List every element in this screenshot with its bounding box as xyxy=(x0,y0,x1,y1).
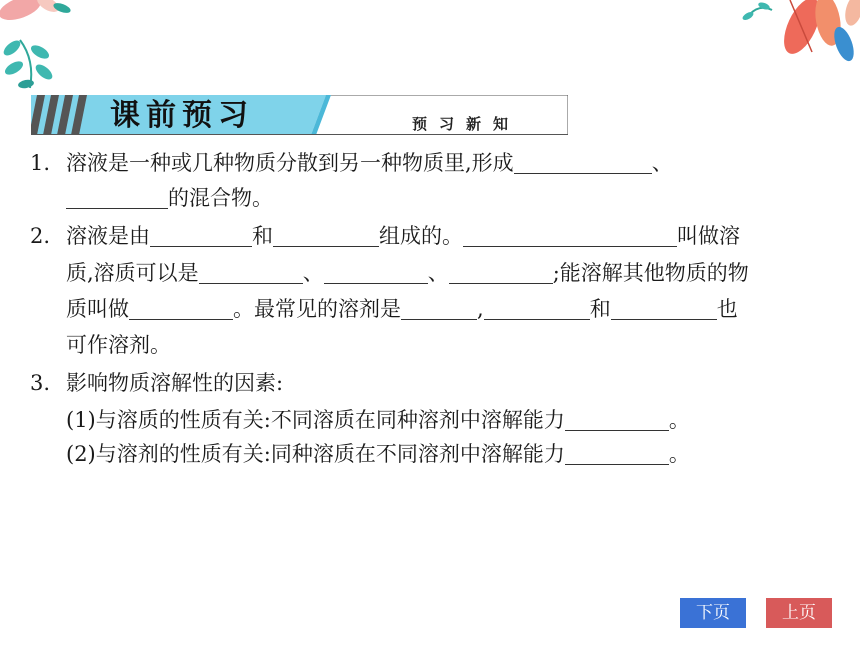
leaf-decoration-icon xyxy=(0,0,90,95)
question-text: 质叫做 xyxy=(66,297,129,321)
answer-blank[interactable] xyxy=(66,186,168,209)
question-text: ;能溶解其他物质的物 xyxy=(552,261,749,285)
answer-blank[interactable] xyxy=(129,297,233,320)
question-3-item-2 xyxy=(30,441,690,467)
question-text: 叫做溶 xyxy=(677,224,740,248)
question-text: 溶液是由 xyxy=(66,224,150,248)
question-text: 的混合物。 xyxy=(168,186,273,210)
question-text: 和 xyxy=(252,224,273,248)
answer-blank[interactable] xyxy=(449,261,553,284)
question-text: , xyxy=(477,297,484,321)
answer-blank[interactable] xyxy=(611,297,717,320)
answer-blank[interactable] xyxy=(484,297,590,320)
next-page-button[interactable]: 下页 xyxy=(680,598,746,628)
question-text: 、 xyxy=(427,261,449,285)
previous-page-button[interactable]: 上页 xyxy=(766,598,832,628)
answer-blank[interactable] xyxy=(565,442,669,465)
question-number: 1. xyxy=(30,151,51,175)
answer-blank[interactable] xyxy=(401,297,477,320)
question-text: 。 xyxy=(668,442,690,466)
question-1-line-2 xyxy=(30,185,273,211)
answer-blank[interactable] xyxy=(324,261,428,284)
answer-blank[interactable] xyxy=(150,224,252,247)
question-2-line-4 xyxy=(30,332,171,358)
question-text: 和 xyxy=(589,297,611,321)
question-text: 、 xyxy=(302,261,324,285)
question-text: 。 xyxy=(668,408,690,432)
question-2-line-2 xyxy=(30,260,749,286)
question-text: 可作溶剂。 xyxy=(66,333,171,357)
question-1-line-1 xyxy=(30,150,673,176)
section-title: 课前预习 xyxy=(110,98,254,133)
question-3-line-1 xyxy=(30,370,283,396)
question-text: 组成的。 xyxy=(379,224,463,248)
question-2-line-3 xyxy=(30,296,738,322)
answer-blank[interactable] xyxy=(273,224,379,247)
question-number: 2. xyxy=(30,224,51,248)
leaf-decoration-icon xyxy=(730,0,860,80)
question-text: 影响物质溶解性的因素: xyxy=(66,371,284,395)
question-text: (1)与溶质的性质有关:不同溶质在同种溶剂中溶解能力 xyxy=(66,408,565,432)
question-2-line-1 xyxy=(30,223,740,249)
question-text: (2)与溶剂的性质有关:同种溶质在不同溶剂中溶解能力 xyxy=(66,442,565,466)
question-text: 质,溶质可以是 xyxy=(66,261,199,285)
question-text: 也 xyxy=(716,297,738,321)
question-3-item-1 xyxy=(30,407,690,433)
question-text: 、 xyxy=(651,151,673,175)
answer-blank[interactable] xyxy=(199,261,303,284)
question-text: 溶液是一种或几种物质分散到另一种物质里,形成 xyxy=(66,151,514,175)
answer-blank[interactable] xyxy=(565,408,669,431)
section-subtitle: 预习新知 xyxy=(412,115,521,133)
answer-blank[interactable] xyxy=(514,151,652,174)
question-text: 。最常见的溶剂是 xyxy=(233,297,401,321)
question-number: 3. xyxy=(30,371,51,395)
answer-blank[interactable] xyxy=(463,224,677,247)
